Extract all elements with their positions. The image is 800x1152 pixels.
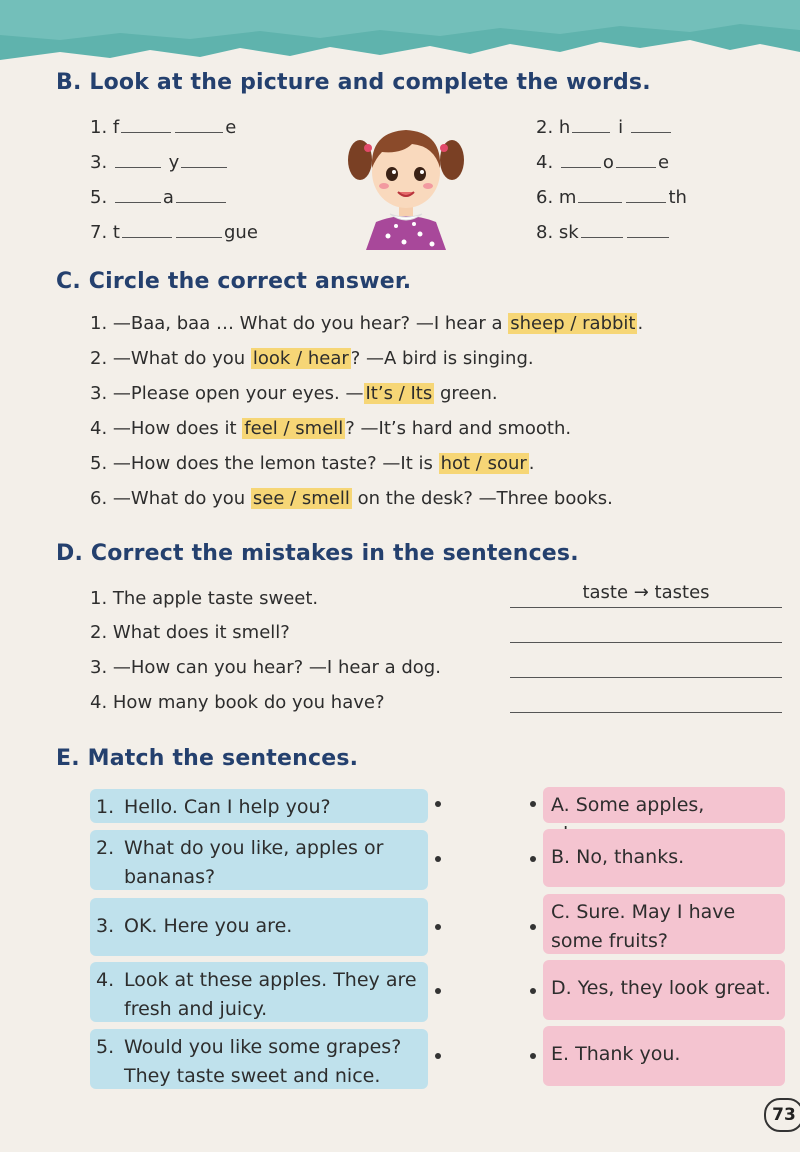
match-right-a[interactable]: A. Some apples, bbox=[543, 787, 785, 823]
item-c3: 3. —Please open your eyes. — It’s / Its green. bbox=[90, 383, 498, 404]
match-left-3[interactable]: 3. OK. Here you are. bbox=[90, 898, 428, 956]
match-dot-right-b[interactable] bbox=[530, 856, 536, 862]
answer-line-d2[interactable] bbox=[510, 642, 782, 643]
match-dot-right-e[interactable] bbox=[530, 1053, 536, 1059]
match-dot-left-2[interactable] bbox=[435, 856, 441, 862]
item-c2: 2. —What do you look / hear ? —A bird is singing. bbox=[90, 348, 534, 369]
match-left-4[interactable]: 4. Look at these apples. They are fresh and juicy. bbox=[90, 962, 428, 1022]
choice-highlight[interactable]: look / hear bbox=[252, 348, 349, 369]
match-right-b[interactable]: B. No, thanks. bbox=[543, 829, 785, 887]
item-b4: 4. o e bbox=[536, 152, 670, 173]
item-b8: 8. sk bbox=[536, 222, 671, 243]
section-c-title: C. Circle the correct answer. bbox=[56, 269, 412, 294]
item-c5: 5. —How does the lemon taste? —It is hot / sour . bbox=[90, 453, 535, 474]
item-c4: 4. —How does it feel / smell ? —It’s hard and smooth. bbox=[90, 418, 572, 439]
section-e-title: E. Match the sentences. bbox=[56, 746, 359, 771]
match-right-d[interactable]: D. Yes, they look great. bbox=[543, 960, 785, 1020]
match-dot-left-5[interactable] bbox=[435, 1053, 441, 1059]
item-d3: 3. —How can you hear? —I hear a dog. bbox=[90, 657, 441, 678]
choice-highlight[interactable]: see / smell bbox=[252, 488, 350, 509]
match-dot-right-d[interactable] bbox=[530, 988, 536, 994]
match-right-c[interactable]: C. Sure. May I have some fruits? bbox=[543, 894, 785, 954]
item-d1: 1. The apple taste sweet. bbox=[90, 588, 319, 609]
item-d2: 2. What does it smell? bbox=[90, 622, 290, 643]
match-dot-right-c[interactable] bbox=[530, 924, 536, 930]
item-b3: 3. y bbox=[90, 152, 229, 173]
section-d-title: D. Correct the mistakes in the sentences. bbox=[56, 541, 579, 566]
item-c1: 1. —Baa, baa … What do you hear? —I hear a sheep / rabbit . bbox=[90, 313, 644, 334]
girl-illustration bbox=[346, 110, 466, 250]
section-b-title: B. Look at the picture and complete the words. bbox=[56, 70, 651, 95]
item-b1: 1. f e bbox=[90, 117, 237, 138]
match-left-5[interactable]: 5. Would you like some grapes? They taste sweet and nice. bbox=[90, 1029, 428, 1089]
match-dot-right-a[interactable] bbox=[530, 801, 536, 807]
choice-highlight[interactable]: hot / sour bbox=[440, 453, 527, 474]
match-dot-left-3[interactable] bbox=[435, 924, 441, 930]
answer-line-d4[interactable] bbox=[510, 712, 782, 713]
item-d4: 4. How many book do you have? bbox=[90, 692, 385, 713]
top-decorative-band bbox=[0, 0, 800, 70]
item-b7: 7. t gue bbox=[90, 222, 258, 243]
match-dot-left-1[interactable] bbox=[435, 801, 441, 807]
answer-d1[interactable]: taste → tastes bbox=[582, 582, 710, 603]
page-number: 73 bbox=[764, 1098, 800, 1132]
item-b2: 2. h i bbox=[536, 117, 673, 138]
match-left-1[interactable]: 1. Hello. Can I help you? bbox=[90, 789, 428, 823]
match-left-2[interactable]: 2. What do you like, apples or bananas? bbox=[90, 830, 428, 890]
match-right-e[interactable]: E. Thank you. bbox=[543, 1026, 785, 1086]
choice-highlight[interactable]: sheep / rabbit bbox=[510, 313, 636, 334]
match-dot-left-4[interactable] bbox=[435, 988, 441, 994]
item-b6: 6. m th bbox=[536, 187, 687, 208]
answer-line-d1[interactable] bbox=[510, 607, 782, 608]
choice-highlight[interactable]: feel / smell bbox=[244, 418, 344, 439]
answer-line-d3[interactable] bbox=[510, 677, 782, 678]
choice-highlight[interactable]: It’s / Its bbox=[365, 383, 433, 404]
item-b5: 5. a bbox=[90, 187, 228, 208]
item-c6: 6. —What do you see / smell on the desk? —Three books. bbox=[90, 488, 613, 509]
